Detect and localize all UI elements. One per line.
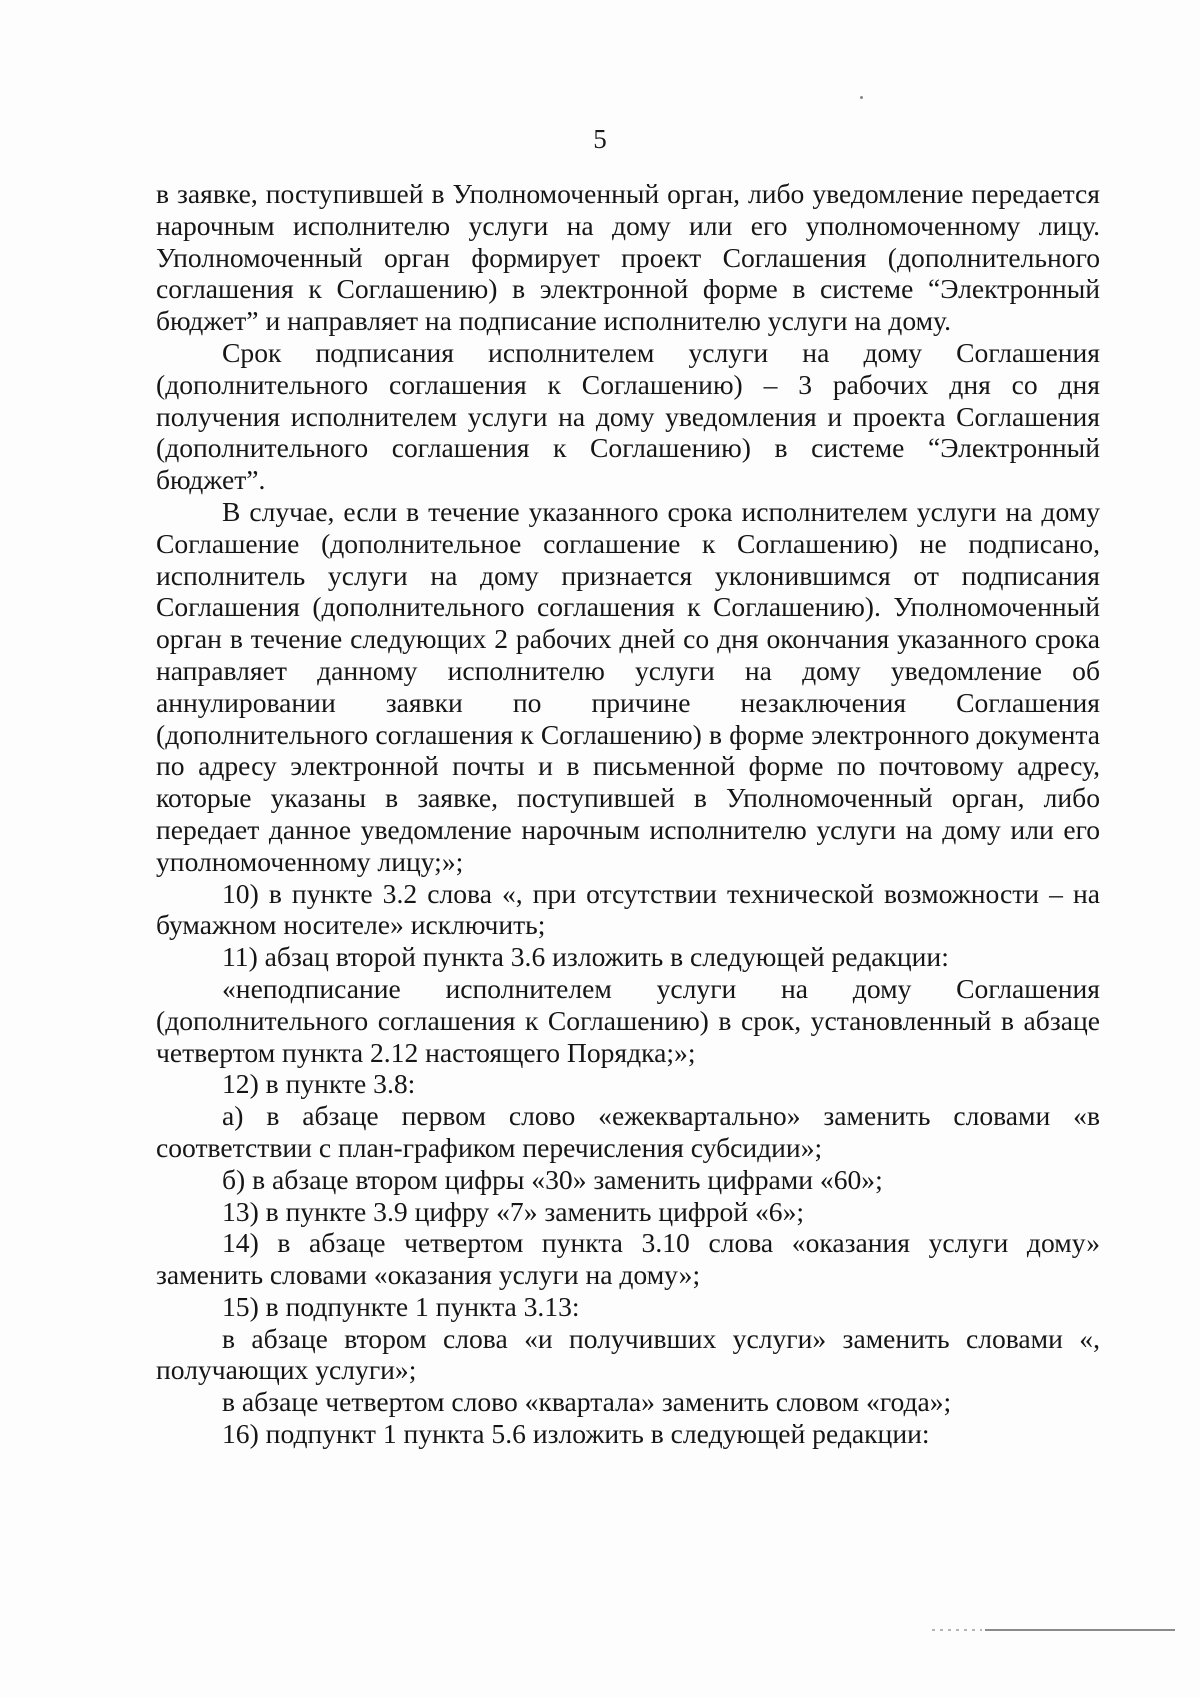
- item-16: 16) подпункт 1 пункта 5.6 изложить в следующей редакции:: [222, 1418, 930, 1450]
- item-15: 15) в подпункте 1 пункта 3.13:: [222, 1290, 580, 1322]
- paragraph-evasion-case: В случае, если в течение указанного срока исполнителем услуги на дому Соглашение (дополнительное соглашение к Соглашению) не подписано, исполнитель услуги на дому признается уклонившимся от подписания Соглашения (дополнительного соглашения к Соглашению). Уполномоченный орган в течение следующих 2 рабочих дней со дня окончания указанного срока направляет данному исполнителю услуги на дому уведомление об аннулировании заявки по причине незаключения Соглашения (дополнительного соглашения к Соглашению) в форме электронного документа по адресу электронной почты и в письменной форме по почтовому адресу, которые указаны в заявке, поступившей в Уполномоченный орган, либо передает данное уведомление нарочным исполнителю услуги на дому или его уполномоченному лицу;»;: [156, 495, 1100, 877]
- scan-artifact-dots: [932, 1629, 982, 1631]
- scan-speck: [860, 96, 863, 99]
- item-15-para-4: в абзаце четвертом слово «квартала» заменить словом «года»;: [222, 1386, 952, 1418]
- paragraph-continuation: в заявке, поступившей в Уполномоченный орган, либо уведомление передается нарочным исполнителю услуги на дому или его уполномоченному лицу. Уполномоченный орган формирует проект Соглашения (дополнительного соглашения к Соглашению) в электронной форме в системе “Электронный бюджет” и направляет на подписание исполнителю услуги на дому.: [156, 178, 1100, 337]
- item-15-para-2: в абзаце втором слова «и получивших услуги» заменить словами «, получающих услуги»;: [156, 1322, 1100, 1386]
- item-11-quote: «неподписание исполнителем услуги на дому Соглашения (дополнительного соглашения к Соглашению) в срок, установленный в абзаце четвертом пункта 2.12 настоящего Порядка;»;: [156, 972, 1100, 1068]
- item-13: 13) в пункте 3.9 цифру «7» заменить цифрой «6»;: [222, 1195, 805, 1227]
- item-14: 14) в абзаце четвертом пункта 3.10 слова «оказания услуги дому» заменить словами «оказания услуги на дому»;: [156, 1227, 1100, 1291]
- page-number: 5: [593, 124, 607, 154]
- item-12-b: б) в абзаце втором цифры «30» заменить цифрами «60»;: [222, 1163, 883, 1195]
- item-11: 11) абзац второй пункта 3.6 изложить в следующей редакции:: [222, 941, 949, 973]
- item-12-a: а) в абзаце первом слово «ежеквартально» заменить словами «в соответствии с план-графиком перечисления субсидии»;: [156, 1100, 1100, 1163]
- document-body: [156, 178, 1100, 1450]
- scan-artifact-line: [985, 1629, 1175, 1631]
- item-12: 12) в пункте 3.8:: [222, 1068, 416, 1100]
- item-10: 10) в пункте 3.2 слова «, при отсутствии технической возможности – на бумажном носителе» исключить;: [156, 877, 1100, 941]
- paragraph-signing-deadline: Срок подписания исполнителем услуги на дому Соглашения (дополнительного соглашения к Соглашению) – 3 рабочих дня со дня получения исполнителем услуги на дому уведомления и проекта Соглашения (дополнительного соглашения к Соглашению) в системе “Электронный бюджет”.: [156, 336, 1100, 496]
